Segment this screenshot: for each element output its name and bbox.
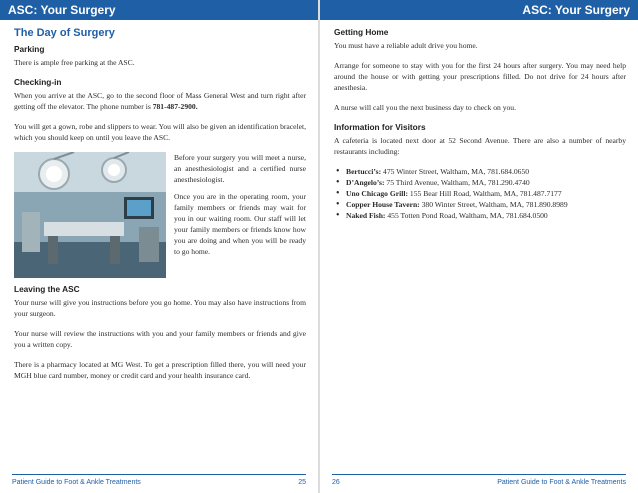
meet-staff-text: Before your surgery you will meet a nurse, an anesthesiologist and a certified nurse anesthesiologist. <box>174 153 306 184</box>
restaurant-detail: 75 Third Avenue, Waltham, MA, 781.290.4740 <box>384 178 530 187</box>
leaving-text-1: Your nurse will give you instructions before you go home. You may also have instructions from your surgeon. <box>14 298 306 318</box>
visitors-heading: Information for Visitors <box>334 122 426 132</box>
list-item <box>346 188 626 199</box>
operating-room-illustration <box>14 152 166 278</box>
waiting-room-text: Once you are in the operating room, your family members or friends may wait for you in our waiting room. Our staff will let your family members or friends know how you are doing and when you will be ready to go home. <box>174 192 306 256</box>
getting-home-text-1: You must have a reliable adult drive you home. <box>334 41 478 50</box>
page-title: The Day of Surgery <box>14 27 115 39</box>
visitors-text: A cafeteria is located next door at 52 Second Avenue. There are also a number of nearby restaurants including: <box>334 136 626 156</box>
right-footer-title: Patient Guide to Foot & Ankle Treatments <box>497 479 626 486</box>
checkin-text-body: When you arrive at the ASC, go to the second floor of Mass General West and turn right after getting off the elevator. The phone number is <box>14 91 306 111</box>
left-page <box>0 0 318 493</box>
checkin-phone: 781-487-2900. <box>152 102 198 111</box>
list-item <box>346 177 626 188</box>
restaurant-detail: 380 Winter Street, Waltham, MA, 781.890.8989 <box>419 200 568 209</box>
restaurant-detail: 155 Bear Hill Road, Waltham, MA, 781.487.7177 <box>408 189 562 198</box>
getting-home-heading: Getting Home <box>334 27 389 37</box>
right-content <box>334 27 626 221</box>
right-footer <box>332 474 626 491</box>
left-header-bar: ASC: Your Surgery <box>0 0 318 20</box>
right-page <box>320 0 638 493</box>
restaurant-name: Naked Fish: <box>346 211 386 220</box>
restaurant-detail: 455 Totten Pond Road, Waltham, MA, 781.684.0500 <box>385 211 548 220</box>
leaving-text-3: There is a pharmacy located at MG West. To get a prescription filled there, you will need your MGH blue card number, money or credit card and your health insurance card. <box>14 360 306 380</box>
list-item <box>346 199 626 210</box>
restaurant-name: Bertucci’s: <box>346 167 382 176</box>
gown-text: You will get a gown, robe and slippers to wear. You will also be given an identification bracelet, which you should keep on until you leave the ASC. <box>14 122 306 142</box>
photo-caption-text <box>174 152 306 278</box>
checkin-text <box>14 90 306 112</box>
list-item <box>346 210 626 221</box>
restaurant-name: Copper House Tavern: <box>346 200 420 209</box>
leaving-text-2: Your nurse will review the instructions with you and your family members or friends and give you a written copy. <box>14 329 306 349</box>
leaving-heading: Leaving the ASC <box>14 284 80 294</box>
restaurant-name: Uno Chicago Grill: <box>346 189 409 198</box>
left-footer-title: Patient Guide to Foot & Ankle Treatments <box>12 479 141 486</box>
restaurant-name: D’Angelo’s: <box>346 178 385 187</box>
list-item <box>346 166 626 177</box>
left-page-number: 25 <box>298 479 306 486</box>
left-content <box>14 27 306 390</box>
checkin-heading: Checking-in <box>14 77 62 87</box>
getting-home-text-3: A nurse will call you the next business day to check on you. <box>334 103 517 112</box>
left-footer <box>12 474 306 491</box>
restaurant-list <box>334 166 626 221</box>
right-page-number: 26 <box>332 479 340 486</box>
parking-text: There is ample free parking at the ASC. <box>14 58 135 67</box>
getting-home-text-2: Arrange for someone to stay with you for the first 24 hours after surgery. You may need help around the house or with getting your prescriptions filled. Do not drive for 24 hours after anesthesia. <box>334 61 626 92</box>
parking-heading: Parking <box>14 44 45 54</box>
photo-row <box>14 152 306 278</box>
right-header-bar: ASC: Your Surgery <box>320 0 638 20</box>
operating-room-photo <box>14 152 166 278</box>
restaurant-detail: 475 Winter Street, Waltham, MA, 781.684.0650 <box>381 167 530 176</box>
